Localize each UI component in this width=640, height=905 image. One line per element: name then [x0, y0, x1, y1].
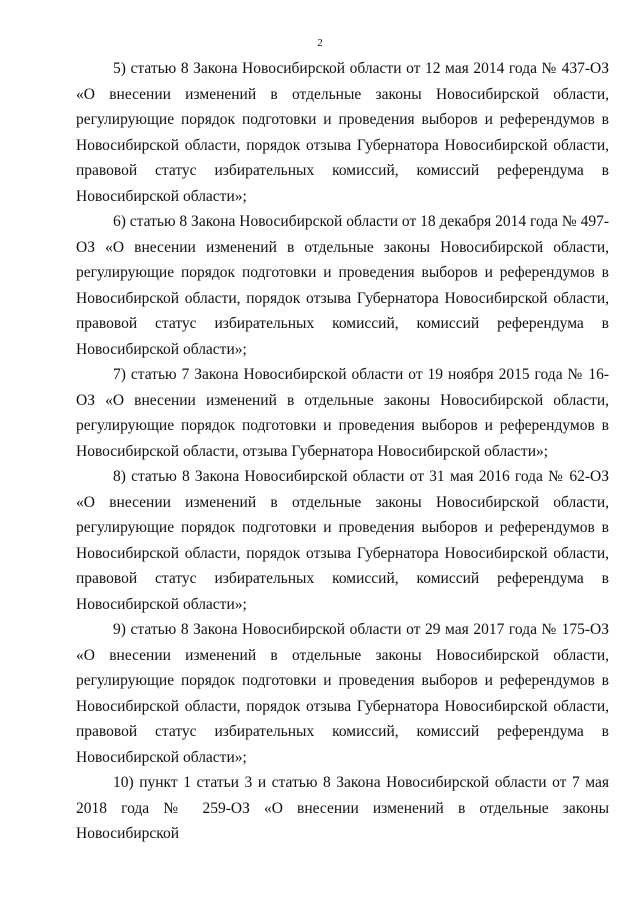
list-item-8: 8) статью 8 Закона Новосибирской области от 31 мая 2016 года № 62-ОЗ «О внесении изменений в отдельные законы Новосибирской области, регулирующие порядок подготовки и проведения выборов и референдумов в Новосибирской области, порядок отзыва Губернатора Новосибирской области, правовой статус избирательных комиссий, комиссий референдума в Новосибирской области»;	[76, 468, 609, 613]
list-item-6: 6) статью 8 Закона Новосибирской области от 18 декабря 2014 года № 497-ОЗ «О внесении изменений в отдельные законы Новосибирской области, регулирующие порядок подготовки и проведения выборов и референдумов в Новосибирской области, порядок отзыва Губернатора Новосибирской области, правовой статус избирательных комиссий, комиссий референдума в Новосибирской области»;	[76, 213, 609, 358]
document-body	[76, 56, 609, 847]
list-item-10: 10) пункт 1 статьи 3 и статью 8 Закона Новосибирской области от 7 мая 2018 года № 259-ОЗ «О внесении изменений в отдельные законы Новосибирской	[76, 774, 609, 842]
page-number: 2	[317, 37, 323, 49]
list-item-5: 5) статью 8 Закона Новосибирской области от 12 мая 2014 года № 437-ОЗ «О внесении изменений в отдельные законы Новосибирской области, регулирующие порядок подготовки и проведения выборов и референдумов в Новосибирской области, порядок отзыва Губернатора Новосибирской области, правовой статус избирательных комиссий, комиссий референдума в Новосибирской области»;	[76, 60, 609, 205]
list-item-9: 9) статью 8 Закона Новосибирской области от 29 мая 2017 года № 175-ОЗ «О внесении изменений в отдельные законы Новосибирской области, регулирующие порядок подготовки и проведения выборов и референдумов в Новосибирской области, порядок отзыва Губернатора Новосибирской области, правовой статус избирательных комиссий, комиссий референдума в Новосибирской области»;	[76, 621, 609, 766]
list-item-7: 7) статью 7 Закона Новосибирской области от 19 ноября 2015 года № 16-ОЗ «О внесении изменений в отдельные законы Новосибирской области, регулирующие порядок подготовки и проведения выборов и референдумов в Новосибирской области, отзыва Губернатора Новосибирской области»;	[76, 366, 609, 460]
